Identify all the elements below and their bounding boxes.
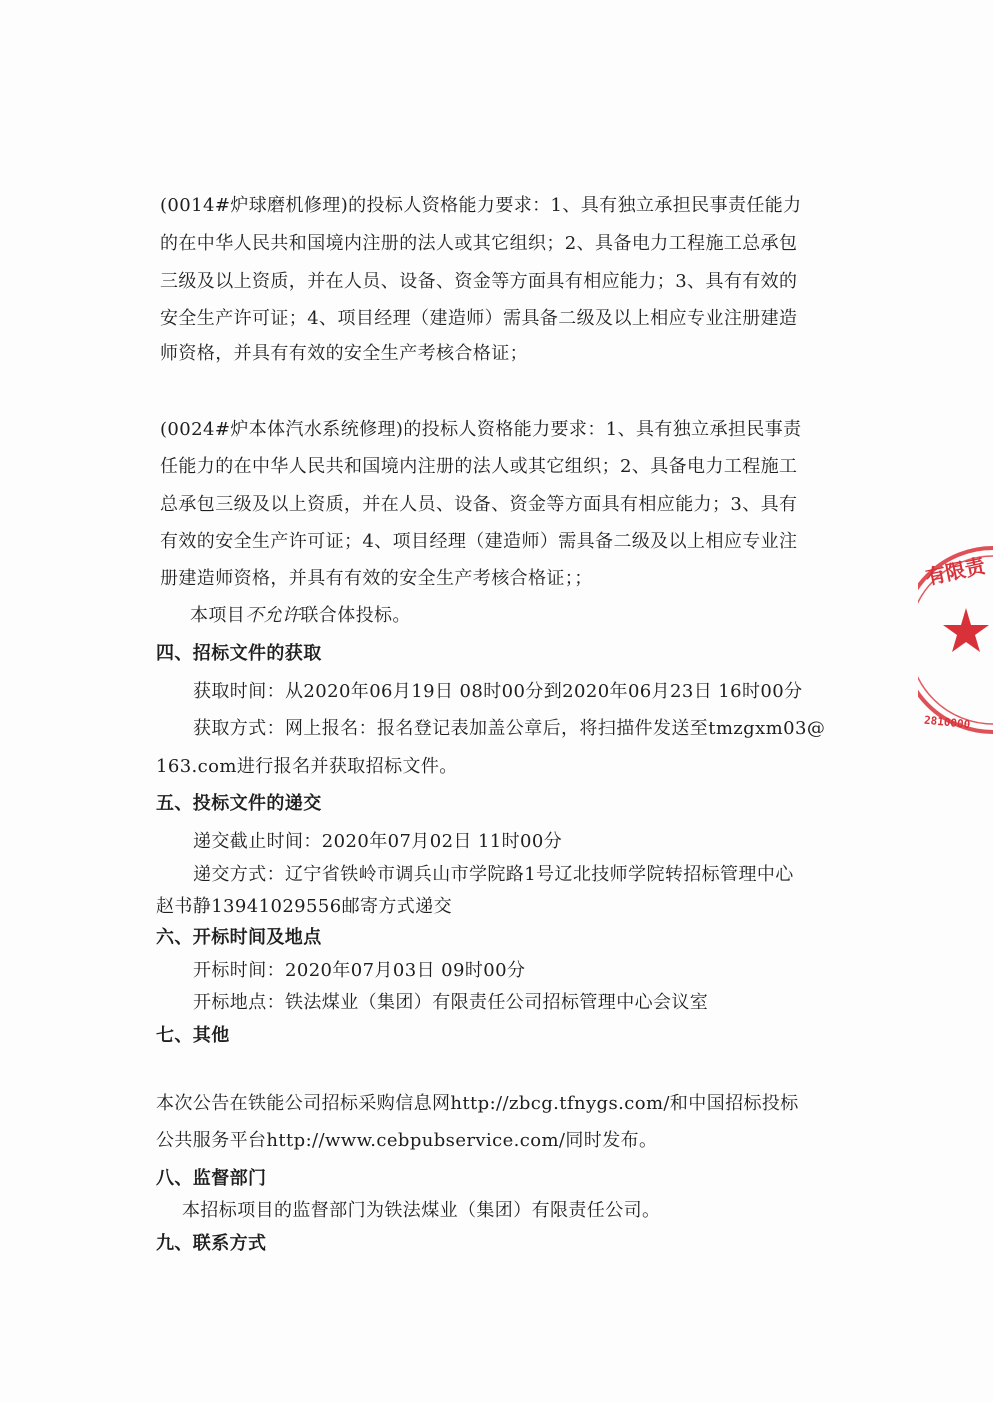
sec7-line-2: 公共服务平台http://www.cebpubservice.com/同时发布。 <box>156 1130 658 1151</box>
qual1-line-4: 安全生产许可证；4、项目经理（建造师）需具备二级及以上相应专业注册建造 <box>160 308 798 329</box>
qual2-line-3: 总承包三级及以上资质，并在人员、设备、资金等方面具有相应能力；3、具有 <box>160 494 798 515</box>
sec6-place: 开标地点：铁法煤业（集团）有限责任公司招标管理中心会议室 <box>193 992 709 1013</box>
section-4-heading: 四、招标文件的获取 <box>156 643 322 664</box>
sec4-method-line-1: 获取方式：网上报名：报名登记表加盖公章后，将扫描件发送至tmzgxm03@ <box>193 718 826 739</box>
seal-text-bottom: 2810000 <box>923 713 971 732</box>
qual2-line-1: (0024#炉本体汽水系统修理)的投标人资格能力要求：1、具有独立承担民事责 <box>160 419 802 440</box>
sec4-method-line-2: 163.com进行报名并获取招标文件。 <box>156 756 458 777</box>
consortium-suffix: 联合体投标。 <box>300 605 411 626</box>
sec7-line-1: 本次公告在铁能公司招标采购信息网http://zbcg.tfnygs.com/和中国招标投标 <box>156 1093 799 1114</box>
sec5-method-line-1: 递交方式：辽宁省铁岭市调兵山市学院路1号辽北技师学院转招标管理中心 <box>193 864 794 885</box>
consortium-prefix: 本项目 <box>190 605 246 626</box>
qual1-line-3: 三级及以上资质，并在人员、设备、资金等方面具有相应能力；3、具有有效的 <box>160 271 798 292</box>
qual2-line-5: 册建造师资格，并具有有效的安全生产考核合格证；； <box>160 568 593 589</box>
section-7-heading: 七、其他 <box>156 1025 230 1046</box>
qual1-line-2: 的在中华人民共和国境内注册的法人或其它组织；2、具备电力工程施工总承包 <box>160 233 798 254</box>
section-9-heading: 九、联系方式 <box>156 1233 267 1254</box>
sec5-method-line-2: 赵书静13941029556邮寄方式递交 <box>156 896 452 917</box>
sec5-deadline: 递交截止时间：2020年07月02日 11时00分 <box>193 831 563 852</box>
sec4-time: 获取时间：从2020年06月19日 08时00分到2020年06月23日 16时00分 <box>193 681 803 702</box>
section-8-heading: 八、监督部门 <box>156 1168 267 1189</box>
company-seal-stamp <box>918 540 993 740</box>
sec8-body: 本招标项目的监督部门为铁法煤业（集团）有限责任公司。 <box>182 1200 661 1221</box>
qual1-line-1: (0014#炉球磨机修理)的投标人资格能力要求：1、具有独立承担民事责任能力 <box>160 195 802 216</box>
seal-star-icon <box>943 608 989 652</box>
section-5-heading: 五、投标文件的递交 <box>156 793 322 814</box>
sec6-time: 开标时间：2020年07月03日 09时00分 <box>193 960 526 981</box>
seal-text-top: 有限责 <box>923 553 988 590</box>
qual1-line-5: 师资格，并具有有效的安全生产考核合格证； <box>160 343 528 364</box>
qual2-line-2: 任能力的在中华人民共和国境内注册的法人或其它组织；2、具备电力工程施工 <box>160 456 798 477</box>
consortium-note <box>190 604 411 628</box>
consortium-emphasis: 不允许 <box>245 605 301 626</box>
section-6-heading: 六、开标时间及地点 <box>156 927 322 948</box>
qual2-line-4: 有效的安全生产许可证；4、项目经理（建造师）需具备二级及以上相应专业注 <box>160 531 798 552</box>
